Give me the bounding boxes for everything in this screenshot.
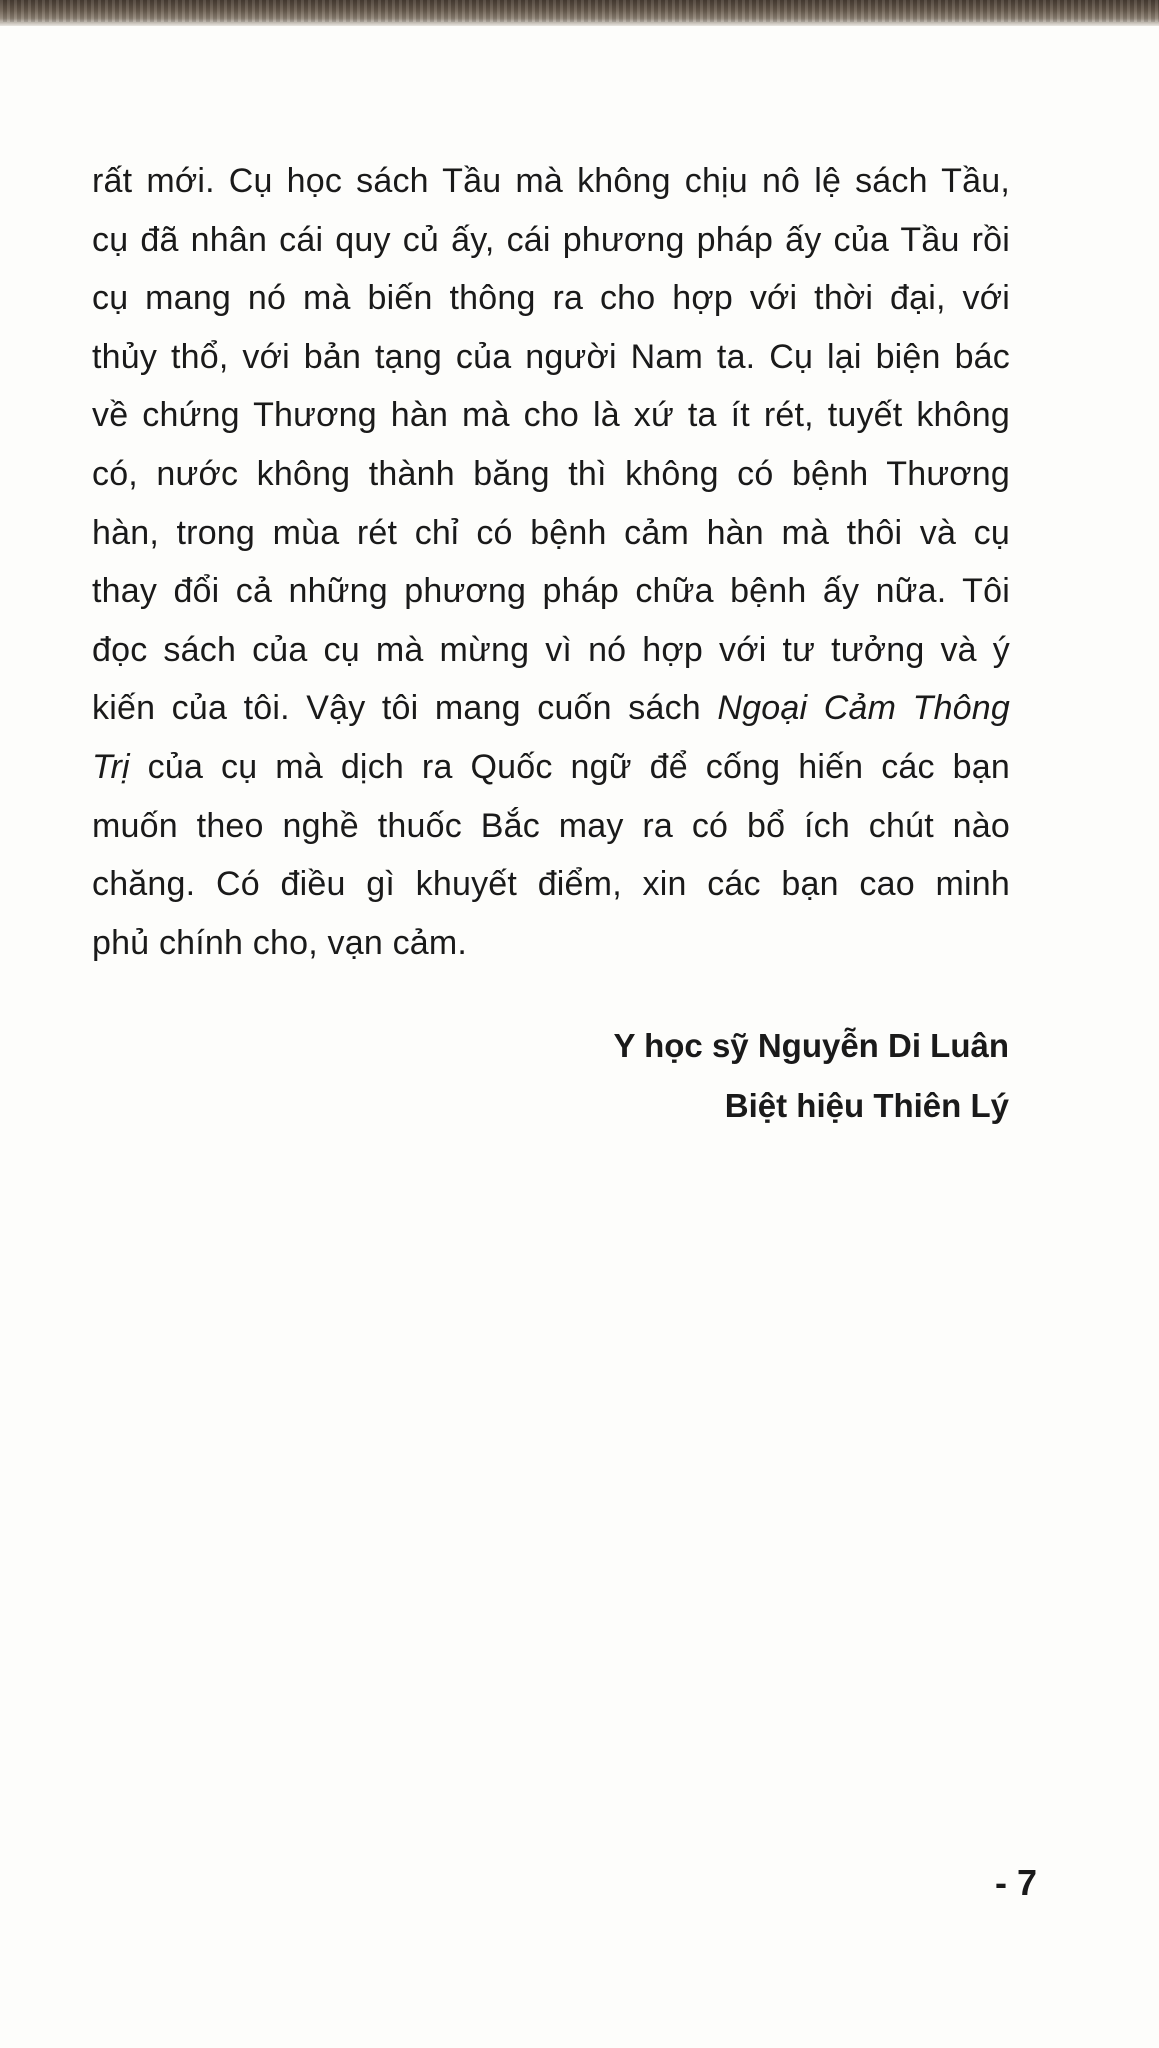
- text-line: chăng. Có điều gì khuyết điểm, xin các bạn cao minh: [92, 865, 1010, 904]
- signature-block: [614, 1016, 1009, 1136]
- text-line: hàn, trong mùa rét chỉ có bệnh cảm hàn mà thôi và cụ: [92, 513, 1010, 552]
- text-segment: kiến của tôi. Vậy tôi mang cuốn sách: [92, 689, 701, 728]
- page-number: - 7: [994, 1862, 1037, 1903]
- text-line: về chứng Thương hàn mà cho là xứ ta ít rét, tuyết không: [92, 396, 1010, 435]
- text-line: phủ chính cho, vạn cảm.: [92, 923, 468, 962]
- signature-name: Y học sỹ Nguyễn Di Luân: [613, 1027, 1009, 1064]
- text-line: muốn theo nghề thuốc Bắc may ra có bổ ích chút nào: [92, 806, 1010, 845]
- text-line: cụ đã nhân cái quy củ ấy, cái phương pháp ấy của Tầu rồi: [92, 220, 1010, 259]
- signature-alias: Biệt hiệu Thiên Lý: [724, 1087, 1009, 1124]
- text-segment: của cụ mà dịch ra Quốc ngữ để cống hiến các bạn: [147, 747, 1010, 786]
- text-line: đọc sách của cụ mà mừng vì nó hợp với tư tưởng và ý: [92, 630, 1010, 669]
- text-line-with-title: [92, 679, 1010, 738]
- body-paragraph: [92, 152, 1010, 972]
- text-line-with-title: [92, 738, 1010, 797]
- book-title: Ngoại Cảm Thông: [717, 689, 1010, 728]
- page-top-edge-texture: [0, 0, 1159, 22]
- text-line: cụ mang nó mà biến thông ra cho hợp với thời đại, với: [92, 279, 1010, 318]
- text-line: thay đổi cả những phương pháp chữa bệnh ấy nữa. Tôi: [92, 572, 1010, 611]
- text-line: rất mới. Cụ học sách Tầu mà không chịu nô lệ sách Tầu,: [92, 162, 1010, 200]
- text-line: thủy thổ, với bản tạng của người Nam ta. Cụ lại biện bác: [92, 337, 1010, 376]
- book-title-continued: Trị: [92, 747, 130, 786]
- text-line: có, nước không thành băng thì không có bệnh Thương: [92, 454, 1010, 493]
